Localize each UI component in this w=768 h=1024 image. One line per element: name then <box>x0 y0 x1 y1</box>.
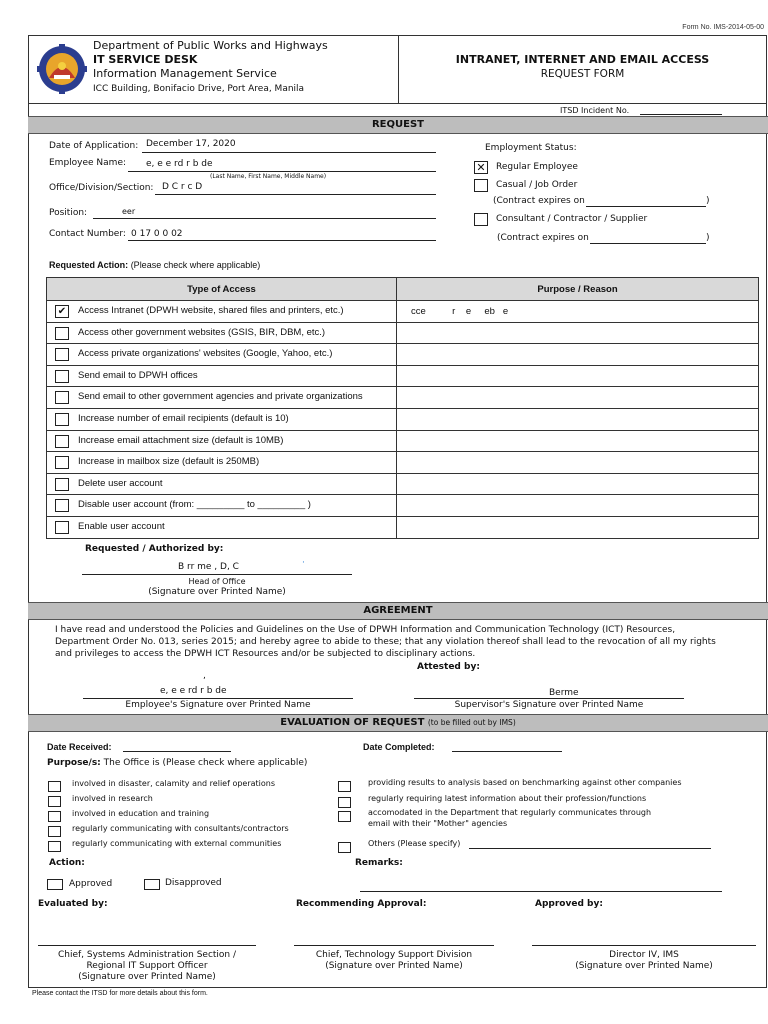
left-purpose-checkbox[interactable] <box>48 811 61 822</box>
contract-close-1: ) <box>706 196 710 206</box>
consultant-label: Consultant / Contractor / Supplier <box>496 214 648 224</box>
left-purpose-label: regularly communicating with external communities <box>72 839 282 848</box>
head-of-office-label: Head of Office <box>188 577 246 586</box>
requested-action-hint: (Please check where applicable) <box>130 260 261 270</box>
access-purpose-value <box>397 522 411 533</box>
right-purpose-label: providing results to analysis based on benchmarking against other companies <box>368 778 682 787</box>
left-purpose-label: regularly communicating with consultants/contractors <box>72 824 289 833</box>
right-purpose-label: Others (Please specify) <box>368 839 461 848</box>
access-checkbox[interactable] <box>55 521 69 534</box>
others-specify-field[interactable] <box>469 848 711 849</box>
access-checkbox[interactable]: ✔ <box>55 305 69 318</box>
col-type-of-access: Type of Access <box>47 278 397 301</box>
approved-checkbox[interactable] <box>47 879 63 890</box>
supervisor-signature-line <box>414 698 684 699</box>
access-purpose-cell[interactable] <box>397 344 759 366</box>
access-table <box>46 277 759 539</box>
right-purpose-label: accomodated in the Department that regularly communicates through <box>368 808 652 817</box>
sig3-line2: (Signature over Printed Name) <box>575 961 713 971</box>
access-row <box>47 430 759 452</box>
approver-signature-line <box>532 945 756 946</box>
supervisor-printed-name: Berme <box>549 688 579 698</box>
access-type-cell <box>47 452 397 474</box>
access-row <box>47 495 759 517</box>
access-type-cell <box>47 387 397 409</box>
employee-signature-line <box>83 698 353 699</box>
access-purpose-value <box>397 327 411 338</box>
recommending-approval-label: Recommending Approval: <box>296 899 427 909</box>
access-row <box>47 452 759 474</box>
contact-line <box>128 240 436 241</box>
requested-action-heading <box>49 260 260 270</box>
employee-mark: , <box>203 671 206 681</box>
access-purpose-value <box>397 457 411 468</box>
purpose-hint: The Office is (Please check where applicable) <box>103 758 308 768</box>
date-completed-label: Date Completed: <box>363 742 435 752</box>
employee-name-label: Employee Name: <box>49 158 127 168</box>
access-purpose-value <box>397 414 411 425</box>
recommender-signature-line <box>294 945 494 946</box>
action-label: Action: <box>49 858 85 868</box>
incident-field[interactable] <box>640 114 722 115</box>
authorizer-signature-line <box>82 574 352 575</box>
left-purpose-checkbox[interactable] <box>48 781 61 792</box>
access-type-label: Send email to other government agencies and private organizations <box>78 391 363 403</box>
employment-status-label: Employment Status: <box>485 143 577 153</box>
access-purpose-cell[interactable] <box>397 322 759 344</box>
remarks-field[interactable] <box>360 891 722 892</box>
access-type-cell <box>47 408 397 430</box>
name-format-hint: (Last Name, First Name, Middle Name) <box>210 173 327 180</box>
employee-sig-caption: Employee's Signature over Printed Name <box>125 700 311 710</box>
access-purpose-cell[interactable] <box>397 473 759 495</box>
approved-label: Approved <box>69 879 113 889</box>
access-purpose-value <box>397 392 411 403</box>
employee-printed-name: e, e e rd r b de <box>160 686 227 696</box>
access-type-label: Access private organizations' websites (Google, Yahoo, etc.) <box>78 348 333 360</box>
access-purpose-value <box>397 500 411 511</box>
sig1-line1: Chief, Systems Administration Section / <box>57 950 237 960</box>
date-label: Date of Application: <box>49 141 139 151</box>
form-title: INTRANET, INTERNET AND EMAIL ACCESS <box>455 53 710 66</box>
left-purpose-checkbox[interactable] <box>48 796 61 807</box>
incident-label: ITSD Incident No. <box>560 106 630 115</box>
access-checkbox[interactable] <box>55 478 69 491</box>
regular-employee-label: Regular Employee <box>496 162 578 172</box>
access-type-label: Enable user account <box>78 520 165 532</box>
sig2-line1: Chief, Technology Support Division <box>315 950 473 960</box>
left-purpose-label: involved in disaster, calamity and relief operations <box>72 779 276 788</box>
access-type-cell <box>47 301 397 323</box>
agreement-text-1: I have read and understood the Policies and Guidelines on the Use of DPWH Information and Communication Technology (ICT) Resources, <box>55 625 676 635</box>
header-bottom-rule <box>28 103 767 104</box>
contract-expires-label-1: (Contract expires on <box>493 196 585 206</box>
evaluated-by-label: Evaluated by: <box>38 899 108 909</box>
access-purpose-value <box>397 479 411 490</box>
authorizer-name: B rr me , D, C <box>178 562 239 572</box>
access-type-label: Disable user account (from: _________ to _________ ) <box>78 499 311 511</box>
purpose-heading <box>47 758 307 768</box>
access-purpose-value <box>397 371 411 382</box>
department-name: Department of Public Works and Highways <box>93 39 328 52</box>
evaluator-signature-line <box>38 945 256 946</box>
access-checkbox[interactable] <box>55 413 69 426</box>
disapproved-label: Disapproved <box>165 878 222 888</box>
access-row <box>47 344 759 366</box>
casual-label: Casual / Job Order <box>496 180 578 190</box>
evaluation-hint: (to be filled out by IMS) <box>427 718 516 727</box>
access-row <box>47 301 759 323</box>
employee-name-line <box>128 171 436 172</box>
access-checkbox[interactable] <box>55 499 69 512</box>
sig1-line3: (Signature over Printed Name) <box>78 972 216 982</box>
access-purpose-cell[interactable] <box>397 430 759 452</box>
right-purpose-checkbox[interactable] <box>338 781 351 792</box>
office-line <box>155 194 436 195</box>
access-type-label: Increase in mailbox size (default is 250MB) <box>78 456 260 468</box>
agreement-text-3: and privileges to access the DPWH ICT Resources and/or be subjected to disciplinary actions. <box>55 649 476 659</box>
contact-value[interactable]: 0 17 0 0 02 <box>131 229 183 239</box>
approved-by-label: Approved by: <box>535 899 603 909</box>
col-purpose: Purpose / Reason <box>397 278 759 301</box>
employee-name-value[interactable]: e, e e rd r b de <box>146 159 213 169</box>
right-purpose-3-cont: email with their "Mother" agencies <box>368 819 508 828</box>
access-purpose-cell[interactable] <box>397 452 759 474</box>
access-type-cell <box>47 516 397 538</box>
access-type-label: Delete user account <box>78 477 163 489</box>
access-row <box>47 473 759 495</box>
access-row <box>47 516 759 538</box>
access-type-cell <box>47 430 397 452</box>
supervisor-sig-caption: Supervisor's Signature over Printed Name <box>454 700 644 710</box>
access-type-label: Send email to DPWH offices <box>78 369 198 381</box>
access-purpose-cell[interactable] <box>397 301 759 323</box>
right-purpose-checkbox[interactable] <box>338 842 351 853</box>
access-type-label: Access other government websites (GSIS, BIR, DBM, etc.) <box>78 326 326 338</box>
access-type-label: Increase email attachment size (default is 10MB) <box>78 434 284 446</box>
requested-action-label: Requested Action: <box>49 260 129 270</box>
authorized-by-label: Requested / Authorized by: <box>85 544 224 554</box>
access-type-label: Access Intranet (DPWH website, shared files and printers, etc.) <box>78 305 344 316</box>
request-section-header: REQUEST <box>28 116 768 134</box>
attested-by-label: Attested by: <box>417 662 480 672</box>
contract-close-2: ) <box>706 233 710 243</box>
office-label: Office/Division/Section: <box>49 183 154 193</box>
left-purpose-checkbox[interactable] <box>48 826 61 837</box>
access-row <box>47 322 759 344</box>
position-line <box>93 218 436 219</box>
access-type-cell <box>47 473 397 495</box>
office-name: Information Management Service <box>93 67 277 80</box>
purpose-label: Purpose/s: <box>47 758 101 768</box>
access-purpose-cell[interactable] <box>397 516 759 538</box>
access-checkbox[interactable] <box>55 435 69 448</box>
contract-expires-field-1[interactable] <box>586 206 706 207</box>
right-purpose-checkbox[interactable] <box>338 811 351 822</box>
sig3-line1: Director IV, IMS <box>609 950 679 960</box>
check-x-icon: ✕ <box>476 161 486 174</box>
service-name: IT SERVICE DESK <box>93 53 198 66</box>
sig2-line2: (Signature over Printed Name) <box>325 961 463 971</box>
footer-note: Please contact the ITSD for more details about this form. <box>32 990 208 997</box>
access-checkbox[interactable] <box>55 391 69 404</box>
access-checkbox[interactable] <box>55 327 69 340</box>
right-purpose-checkbox[interactable] <box>338 797 351 808</box>
contract-expires-field-2[interactable] <box>590 243 706 244</box>
form-subtitle: REQUEST FORM <box>540 68 625 80</box>
access-checkbox[interactable] <box>55 370 69 383</box>
access-checkbox[interactable] <box>55 348 69 361</box>
office-address: ICC Building, Bonifacio Drive, Port Area, Manila <box>93 84 305 94</box>
access-type-cell <box>47 344 397 366</box>
left-purpose-label: involved in research <box>72 794 153 803</box>
form-number: Form No. IMS-2014-05-00 <box>682 24 764 31</box>
access-purpose-value: cce r e eb e <box>411 305 509 317</box>
date-value[interactable]: December 17, 2020 <box>146 139 236 149</box>
position-label: Position: <box>49 208 88 218</box>
sig1-line2: Regional IT Support Officer <box>86 961 208 971</box>
date-line <box>142 152 436 153</box>
left-purpose-checkbox[interactable] <box>48 841 61 852</box>
access-purpose-value <box>397 349 411 360</box>
dpwh-logo <box>37 44 87 94</box>
contact-label: Contact Number: <box>49 229 126 239</box>
evaluation-section-header <box>28 714 768 732</box>
evaluation-title: EVALUATION OF REQUEST <box>280 717 425 728</box>
access-checkbox[interactable] <box>55 456 69 469</box>
contract-expires-label-2: (Contract expires on <box>497 233 589 243</box>
agreement-text-2: Department Order No. 013, series 2015; and hereby agree to abide to these; that any violation thereof shall lead to the revocation of all my rights <box>55 637 716 647</box>
access-purpose-cell[interactable] <box>397 365 759 387</box>
access-type-cell <box>47 322 397 344</box>
access-purpose-value <box>397 435 411 446</box>
date-received-field[interactable] <box>123 751 231 752</box>
position-value[interactable]: eer <box>122 207 136 216</box>
right-purpose-label: regularly requiring latest information about their profession/functions <box>368 794 647 803</box>
regular-employee-checkbox[interactable] <box>474 161 488 174</box>
access-purpose-cell[interactable] <box>397 408 759 430</box>
office-value[interactable]: D C r c D <box>162 182 203 192</box>
access-purpose-cell[interactable] <box>397 387 759 409</box>
access-type-label: Increase number of email recipients (default is 10) <box>78 412 289 424</box>
authorizer-sig-caption: (Signature over Printed Name) <box>148 587 286 597</box>
access-row <box>47 387 759 409</box>
access-row <box>47 408 759 430</box>
disapproved-checkbox[interactable] <box>144 879 160 890</box>
authorizer-mark: · <box>302 558 305 568</box>
remarks-label: Remarks: <box>355 858 403 868</box>
date-received-label: Date Received: <box>47 742 112 752</box>
date-completed-field[interactable] <box>452 751 562 752</box>
access-purpose-cell[interactable] <box>397 495 759 517</box>
access-type-cell <box>47 365 397 387</box>
casual-checkbox[interactable] <box>474 179 488 192</box>
access-row <box>47 365 759 387</box>
left-purpose-label: involved in education and training <box>72 809 210 818</box>
consultant-checkbox[interactable] <box>474 213 488 226</box>
agreement-section-header: AGREEMENT <box>28 602 768 620</box>
access-type-cell <box>47 495 397 517</box>
